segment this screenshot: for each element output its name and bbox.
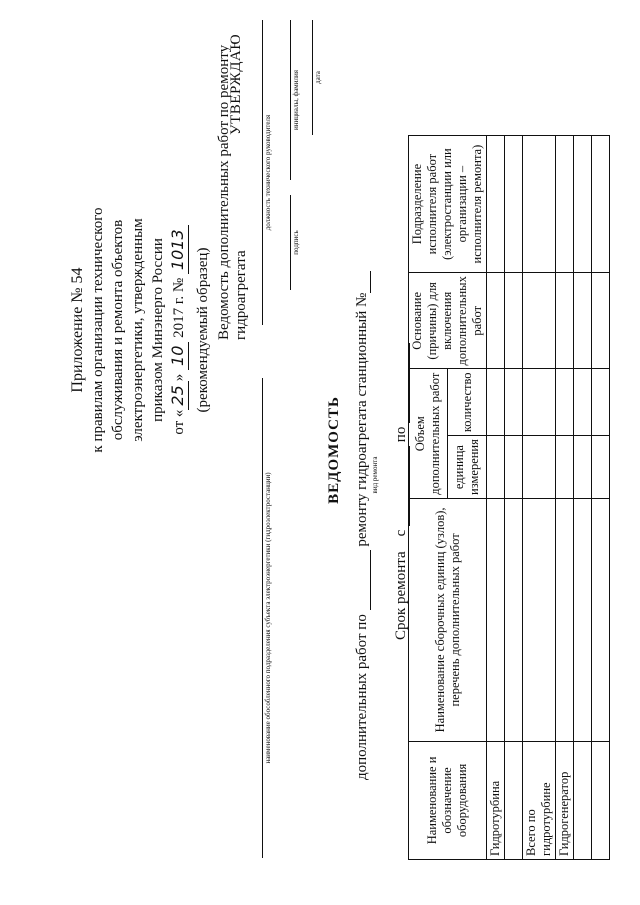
- table-cell: [556, 498, 574, 741]
- term-from: с: [393, 529, 409, 537]
- repair-kind-blank: [353, 550, 371, 610]
- table-row: [523, 136, 556, 860]
- table-row: [556, 136, 574, 860]
- header-quantity: количество: [448, 369, 487, 436]
- header-equipment: Наименование и обозначение оборудования: [409, 741, 487, 859]
- annex-date-line: [168, 100, 189, 560]
- subtitle-row: [353, 140, 371, 780]
- table-cell: [556, 369, 574, 436]
- table-cell: [505, 498, 523, 741]
- row-label: [574, 741, 592, 859]
- table-cell: [523, 369, 556, 436]
- date-year: 2017 г. №: [171, 277, 187, 338]
- table-row: [487, 136, 505, 860]
- row-label: Гидрогенератор: [556, 741, 574, 859]
- table-cell: [592, 436, 610, 499]
- date-line: [312, 20, 313, 135]
- table-cell: [505, 369, 523, 436]
- table-row: [592, 136, 610, 860]
- date-day: 25: [168, 381, 189, 409]
- annex-line-2: обслуживания и ремонта объектов: [110, 219, 126, 441]
- table-cell: [592, 136, 610, 273]
- list-title: Ведомость дополнительных работ по ремонту гидроагрегата: [216, 44, 249, 340]
- table-cell: [556, 136, 574, 273]
- subdivision-caption: наименование обособленного подразделения субъекта электроэнергетики (гидроэлектростанции): [264, 472, 272, 764]
- approve-label: УТВЕРЖДАЮ: [228, 33, 244, 135]
- row-label: Всего по гидротурбине: [523, 741, 556, 859]
- date-month: 10: [168, 342, 189, 370]
- date-mid: »: [171, 373, 187, 382]
- annex-line-4: приказом Минэнерго России: [150, 238, 166, 422]
- table-header-row: [409, 136, 448, 860]
- signature-caption: подпись: [292, 230, 300, 255]
- table-cell: [574, 498, 592, 741]
- table-cell: [505, 273, 523, 369]
- row-label: [505, 741, 523, 859]
- unit-number-blank: [353, 271, 371, 293]
- table-cell: [523, 273, 556, 369]
- rotated-content: [0, 20, 640, 880]
- table-cell: [523, 136, 556, 273]
- header-basis: Основание (причины) для включения дополнительных работ: [409, 273, 487, 369]
- table-cell: [574, 369, 592, 436]
- table-cell: [523, 498, 556, 741]
- table-cell: [556, 436, 574, 499]
- annex-line-3: электроэнергетики, утвержденным: [130, 218, 146, 442]
- row-label: [592, 741, 610, 859]
- table-cell: [505, 436, 523, 499]
- document-title: ВЕДОМОСТЬ: [326, 396, 342, 504]
- subtitle-part-2: ремонту гидроагрегата станционный №: [354, 292, 370, 547]
- table-row: [505, 136, 523, 860]
- works-table: [408, 135, 610, 860]
- header-executor: Подразделение исполнителя работ (электростанции или организации – исполнителя ремонта): [409, 136, 487, 273]
- annex-block: [68, 100, 213, 560]
- header-units: Наименование сборочных единиц (узлов), перечень дополнительных работ: [409, 498, 487, 741]
- table-cell: [592, 498, 610, 741]
- header-volume: Объем дополнительных работ: [409, 369, 448, 499]
- date-prefix: от «: [171, 409, 187, 435]
- table-cell: [592, 273, 610, 369]
- table-cell: [523, 436, 556, 499]
- initials-line: [290, 20, 291, 180]
- term-to: по: [393, 426, 409, 443]
- repair-kind-caption: вид ремонта: [371, 456, 379, 494]
- term-label: Срок ремонта: [393, 551, 409, 640]
- table-cell: [574, 436, 592, 499]
- table-cell: [505, 136, 523, 273]
- table-cell: [487, 369, 505, 436]
- table-row: [574, 136, 592, 860]
- position-line: [262, 20, 263, 325]
- table-cell: [574, 273, 592, 369]
- annex-note: (рекомендуемый образец): [195, 247, 211, 413]
- initials-caption: инициалы, фамилия: [292, 70, 300, 130]
- table-cell: [487, 498, 505, 741]
- table-cell: [574, 136, 592, 273]
- works-table-wrap: [408, 135, 610, 860]
- subtitle-part-1: дополнительных работ по: [354, 614, 370, 780]
- table-cell: [487, 136, 505, 273]
- annex-line-1: к правилам организации технического: [90, 207, 106, 453]
- order-number: 1013: [168, 225, 189, 274]
- table-cell: [487, 273, 505, 369]
- position-caption: должность технического руководителя: [264, 114, 272, 231]
- row-label: Гидротурбина: [487, 741, 505, 859]
- table-cell: [556, 273, 574, 369]
- annex-title: Приложение № 54: [69, 267, 86, 393]
- subdivision-line: [262, 378, 263, 858]
- header-unit: единица измерения: [448, 436, 487, 499]
- table-cell: [487, 436, 505, 499]
- date-caption: дата: [314, 71, 322, 84]
- table-cell: [592, 369, 610, 436]
- signature-line: [290, 195, 291, 290]
